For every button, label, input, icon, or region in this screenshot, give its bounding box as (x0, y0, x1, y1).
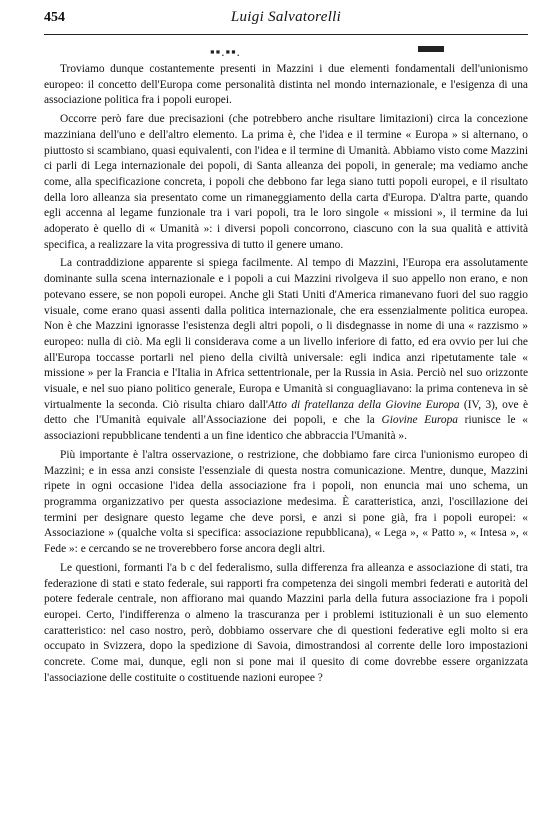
paragraph-2: Occorre però fare due precisazioni (che potrebbero anche risultare limitazioni) circa la concezione mazziniana dell'uno e dell'altro elemento. La prima è, che l'idea e il termine « Europa » si alternano, o piuttosto si scambiano, quasi equivalenti, con l'idea e il termine di Umanità. Abbiamo visto come Mazzini ci parli di Lega internazionale dei popoli, di Santa alleanza dei popoli, in generale; ma vediamo anche come, alla specificazione concreta, i popoli che debbono far lega siano tutti popoli europei, e il risultato della loro alleanza sia presentato come un rimaneggiamento della carta d'Europa. D'altra parte, quando egli accenna al legame funzionale tra i vari popoli, tra le loro singole « missioni », il termine da lui adoperato è quello di « Umanità »: i diversi popoli concorrono, ciascuno con la sua qualità e attività specifica, a realizzare la vita progressiva di tutto il genere umano. (44, 113, 528, 251)
page-header (44, 4, 528, 35)
paragraph-3-text: La contraddizione apparente si spiega facilmente. Al tempo di Mazzini, l'Europa era assolutamente dominante sulla scena internazionale e i popoli a cui Mazzini rivolgeva il suo appello non erano, e non potevano essere, se non popoli europei. Anche gli Stati Uniti d'America rimanevano fuori del suo raggio visuale, come erano quasi assenti dalla politica internazionale, che era essenzialmente politica europea. Non è che Mazzini ignorasse l'esistenza degli altri popoli, o li disdegnasse in nome di una « razzismo » europeo: nulla di ciò. Ma egli li considerava come a un livello inferiore di fatto, ed era ovvio per lui che all'Europa toccasse portarli nel pieno della civiltà universale: egli indica anzi ripetutamente tale « missione » per la Francia e l'Italia in Africa settentrionale, per la Russia in Asia. Perciò nel suo orizzonte visuale, e nel suo piano politico generale, Europa e Umanità si conguagliavano: la prima conteneva in sè virtualmente la seconda. Ciò risulta chiaro dall' (44, 257, 528, 411)
paragraph-3-text-3: riunisce le « associazioni repubblicane tendenti a un fine identico che abbraccia l'Umanità ». (44, 414, 528, 443)
paragraph-1: Troviamo dunque costantemente presenti in Mazzini i due elementi fondamentali dell'unionismo europeo: il concetto dell'Europa come personalità distinta nel mondo internazionale, e l'esigenza di una associazione politica fra i popoli europei. (44, 63, 528, 107)
paragraph-4: Più importante è l'altra osservazione, o restrizione, che dobbiamo fare circa l'unionismo europeo di Mazzini; e in essa anzi consiste l'essenziale di questa nostra comunicazione. Mentre, dunque, Mazzini ripete in ogni occasione l'idea della associazione fra i popoli, non enuncia mai uno schema, un programma organizzativo per questa associazione medesima. È caratteristica, anzi, l'oscillazione dei termini per designare questo legame che deve porsi, e anzi si pone già, fra i popoli europei: « Associazione » (qualche volta si specifica: associazione repubblicana), « Lega », « Patto », « Intesa », « Fede »: e cercando se ne troverebbero forse ancora degli altri. (44, 448, 528, 556)
section-ornament: ▪▪.▪▪. (210, 44, 241, 59)
body-text (44, 62, 528, 689)
title-giovine-europa: Giovine Europa (381, 414, 458, 427)
paragraph-5: Le questioni, formanti l'a b c del federalismo, sulla differenza fra alleanza e associazione di stati, tra federazione di stati e stato federale, sui rapporti fra competenza dei singoli membri federati e autorità del potere federale centrale, non affiorano mai quando Mazzini parla della futura associazione fra i popoli europei. Certo, l'indifferenza o almeno la trascuranza per i problemi istituzionali è un suo elemento caratteristico: nel caso nostro, però, dobbiamo osservare che di questioni federative egli molto si era occupato in Svizzera, dopo la spedizione di Savoia, dimostrandosi al corrente delle loro impostazioni concrete. Come mai, dunque, egli non si pone mai il quesito di come dovrebbe essere organizzata l'associazione delle costituite o costituende nazioni europee ? (44, 561, 528, 684)
paragraph-3 (44, 256, 528, 444)
paragraph-3-text-2: (IV, 3), ove è detto che l'Umanità equivale all'Associazione dei popoli, e che la (44, 398, 528, 427)
title-atto-di-fratellanza: Atto di fratellanza della Giovine Europa (267, 398, 460, 411)
page-number: 454 (44, 10, 65, 25)
ornament-mark (418, 46, 444, 52)
running-title: Luigi Salvatorelli (230, 9, 342, 25)
